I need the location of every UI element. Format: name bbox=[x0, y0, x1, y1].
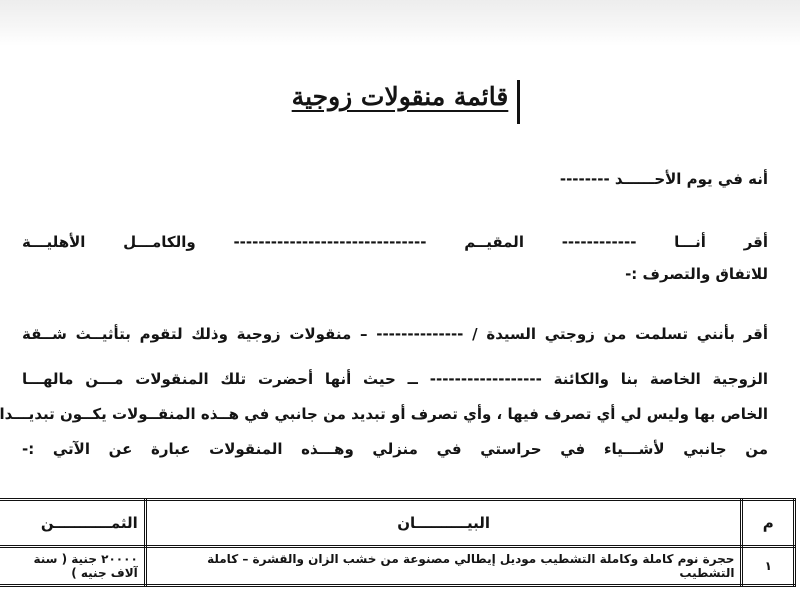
row-number: ١ bbox=[742, 547, 795, 586]
row-price-line-2: آلاف جنيه ) bbox=[71, 566, 138, 580]
items-table bbox=[0, 498, 796, 587]
text-cursor bbox=[517, 80, 520, 124]
row-price bbox=[0, 547, 145, 586]
statement-line-1: أقر بأنني تسلمت من زوجتي السيدة / -------------- – منقولات زوجية وذلك لتقوم بتأثيــث شــقة bbox=[22, 325, 768, 343]
header-price: الثمـــــــــــن bbox=[0, 500, 145, 547]
table-header-row bbox=[0, 500, 795, 547]
date-line: أنه في يوم الأحــــــد -------- bbox=[559, 170, 768, 188]
declarant-line: أقر أنـــا ------------ المقيــم ------------------------------- والكامـــل الأهليـــة bbox=[22, 233, 768, 251]
capacity-line: للاتفاق والتصرف :- bbox=[625, 265, 768, 283]
header-number: م bbox=[742, 500, 795, 547]
row-price-line-1: ٢٠٠٠٠ جنية ( سنة bbox=[33, 552, 138, 566]
table-row bbox=[0, 547, 795, 586]
statement-line-3: الخاص بها وليس لي أي تصرف فيها ، وأي تصرف أو تبديد من جانبي في هــذه المنقــولات يكــون تبديـــدا bbox=[0, 405, 768, 423]
header-description: البيــــــــــان bbox=[145, 500, 742, 547]
items-table-wrapper bbox=[0, 498, 800, 600]
scan-header-shade bbox=[0, 0, 800, 46]
page-title: قائمة منقولات زوجية bbox=[291, 82, 509, 111]
statement-line-2: الزوجية الخاصة بنا والكائنة ------------------ ــ حيث أنها أحضرت تلك المنقولات مـــن مالهـــا bbox=[22, 370, 768, 388]
statement-line-4: من جانبي لأشـــياء في حراستي في منزلي وهـــذه المنقولات عبارة عن الآتي :- bbox=[22, 440, 768, 458]
row-description: حجرة نوم كاملة وكاملة التشطيب موديل إيطالي مصنوعة من خشب الزان والقشرة – كاملة التشطيب bbox=[145, 547, 742, 586]
